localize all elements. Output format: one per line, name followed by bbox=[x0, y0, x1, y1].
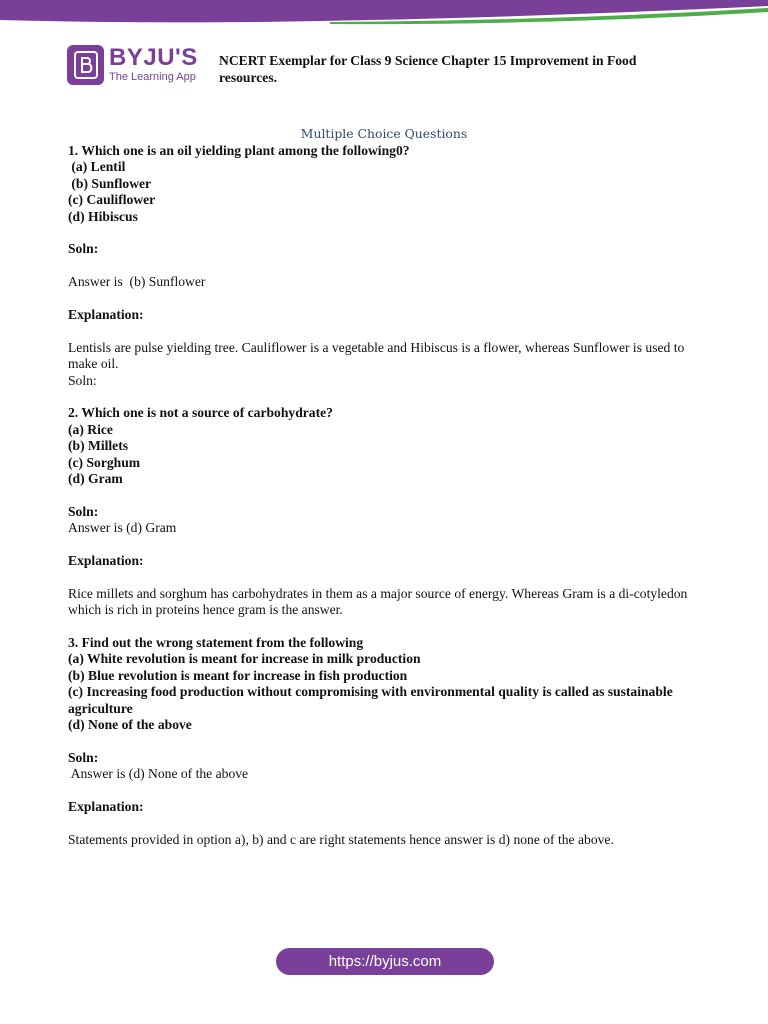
option: (b) Millets bbox=[68, 438, 129, 454]
byjus-b-icon bbox=[67, 45, 104, 85]
document-title: NCERT Exemplar for Class 9 Science Chapter 15 Improvement in Food resources. bbox=[219, 53, 637, 85]
explanation-text: Lentisls are pulse yielding tree. Cauliflower is a vegetable and Hibiscus is a flower, whereas Sunflower is used to make oil. bbox=[68, 339, 685, 372]
footer-website-link[interactable] bbox=[276, 948, 494, 975]
option: (a) White revolution is meant for increase in milk production bbox=[68, 651, 421, 667]
section-title: Multiple Choice Questions bbox=[300, 126, 468, 141]
footer-url: https://byjus.com bbox=[328, 953, 442, 970]
explanation-label: Explanation: bbox=[68, 553, 144, 569]
option: (c) Sorghum bbox=[68, 454, 141, 470]
banner-swoosh bbox=[0, 0, 768, 28]
brand-tagline: The Learning App bbox=[109, 71, 196, 83]
option: (d) Gram bbox=[68, 471, 123, 487]
option: (b) Blue revolution is meant for increase in fish production bbox=[68, 667, 408, 683]
brand-name: BYJU'S bbox=[109, 44, 198, 71]
top-decorative-banner bbox=[0, 0, 768, 28]
document-body bbox=[68, 143, 708, 848]
option: (d) Hibiscus bbox=[68, 208, 138, 224]
option: (c) Cauliflower bbox=[68, 192, 156, 208]
soln-label: Soln: bbox=[68, 372, 97, 388]
option: (b) Sunflower bbox=[68, 175, 152, 191]
question-3: 3. Find out the wrong statement from the following bbox=[68, 635, 364, 651]
option: (d) None of the above bbox=[68, 717, 192, 733]
answer: Answer is (d) Gram bbox=[68, 520, 177, 536]
explanation-label: Explanation: bbox=[68, 307, 144, 323]
soln-label: Soln: bbox=[68, 749, 99, 765]
byjus-logo bbox=[67, 44, 198, 86]
question-2: 2. Which one is not a source of carbohydrate? bbox=[68, 405, 333, 421]
explanation-label: Explanation: bbox=[68, 799, 144, 815]
explanation-text: Statements provided in option a), b) and c are right statements hence answer is d) none of the above. bbox=[68, 831, 614, 847]
explanation-text: Rice millets and sorghum has carbohydrates in them as a major source of energy. Whereas Gram is a di-cotyledon which is rich in proteins hence gram is the answer. bbox=[68, 585, 688, 618]
question-1: 1. Which one is an oil yielding plant among the following0? bbox=[68, 143, 410, 158]
option: (a) Lentil bbox=[68, 159, 126, 175]
answer: Answer is (d) None of the above bbox=[68, 766, 249, 782]
option: (c) Increasing food production without compromising with environmental quality is called as sustainable agriculture bbox=[68, 684, 673, 716]
soln-label: Soln: bbox=[68, 241, 99, 257]
option: (a) Rice bbox=[68, 421, 113, 437]
answer: Answer is (b) Sunflower bbox=[68, 274, 206, 290]
soln-label: Soln: bbox=[68, 503, 99, 519]
